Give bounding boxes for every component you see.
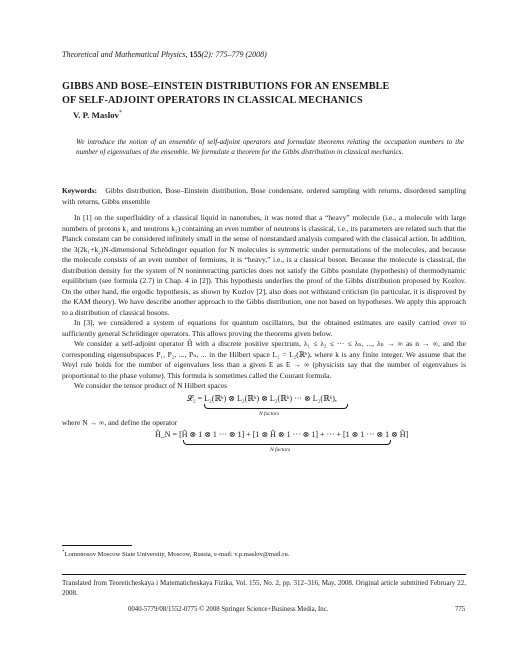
journal-name: Theoretical and Mathematical Physics, — [62, 50, 188, 59]
keywords — [62, 186, 466, 207]
footnote — [62, 550, 289, 558]
author — [73, 110, 122, 120]
underbrace-2-label: N factors — [270, 447, 291, 453]
title-line-1: GIBBS AND BOSE–EINSTEIN DISTRIBUTIONS FOR AN ENSEMBLE — [62, 81, 390, 92]
author-footnote-mark: * — [118, 110, 122, 117]
paragraph-5: where N → ∞, and define the operator — [62, 417, 178, 427]
translation-note: Translated from Teoreticheskaya i Matematicheskaya Fizika, Vol. 155, No. 2, pp. 312–316, May, 2008. Original article submitted February 22, 2008. — [62, 579, 466, 597]
equation-1: 𝓛₂ = L₂(ℝᵏ) ⊗ L₂(ℝᵏ) ⊗ L₂(ℝᵏ) ··· ⊗ L₂(ℝᵏ), — [187, 393, 337, 403]
paper-title — [62, 80, 462, 108]
footnote-text: Lomonosov Moscow State University, Moscow, Russia, e-mail: v.p.maslov@mail.ru. — [64, 551, 290, 559]
keywords-label: Keywords: — [62, 186, 97, 195]
body-text — [62, 213, 466, 454]
journal-issue-pages: (2): 775–779 (2008) — [201, 50, 267, 59]
abstract: We introduce the notion of an ensemble of self-adjoint operators and formulate theorems relating the occupation numbers to the number of eigenvalues of the ensemble. We formulate a theorem for the Gibbs distribution in classical mechanics. — [76, 138, 464, 157]
underbrace-1-label: N factors — [259, 410, 280, 417]
title-line-2: OF SELF-ADJOINT OPERATORS IN CLASSICAL MECHANICS — [62, 95, 363, 106]
keywords-text: Gibbs distribution, Bose–Einstein distribution, Bose condensate, ordered sampling with returns, disordered sampling with returns, Gibbs ensemble — [62, 186, 467, 206]
paragraph-1: In [1] on the superfluidity of a classical liquid in nanotubes, it was noted that a “heavy” molecule (i.e., a molecule with large numbers of protons k₁ and neutrons k₂) containing an even number of neutrons is classical, i.e., its parameters are related such that the Planck constant can be considered infinitely small in the sense of nonstandard analysis compared with the classical action. In addition, the 3(2k₁+k₂)N-dimensional Schrödinger equation for N molecules is symmetric under permutations of the molecules, and because the molecule consists of an even number of fermions, it is “heavy,” i.e., is a classical boson. Because the molecule is classical, the distribution density for the system of N noninteracting particles does not satisfy the Gibbs postulate (hypothesis) of thermodynamic equilibrium (see formula (2.7) in Chap. 4 in [2]). This hypothesis underlies the proof of the Gibbs distribution proposed by Kozlov. On the other hand, the ergodic hypothesis, as shown by Kozlov [2], also does not withstand criticism (in particular, it is disproved by the KAM theory). We have describe another approach to the Gibbs distribution, one not based on hypotheses. We apply this approach to a distribution of classical bosons. — [62, 213, 466, 317]
copyright-line: 0040-5779/08/1552-0775 © 2008 Springer Science+Business Media, Inc. — [128, 606, 329, 613]
paragraph-2: In [3], we considered a system of equations for quantum oscillators, but the obtained estimates are easily carried over to sufficiently general Schrödinger operators. This allows proving the theorems given below. — [62, 318, 466, 338]
paragraph-3: We consider a self-adjoint operator Ĥ with a discrete positive spectrum, λ₁ ≤ λ₂ ≤ ··· ≤ λₙ, ..., λₙ → ∞ as n → ∞, and the corresponding eigensubspaces P₁, P₂, ..., Pₙ, ... in the Hilbert space L₂ = L₂(ℝᵏ), where k is any finite integer. We assume that the Weyl rule holds for the number of eigenvalues less than a given E as E → ∞ (physicists say that the number of eigenvalues is proportional to the phase volume). This formula is sometimes called the Courant formula. — [62, 339, 466, 380]
author-name: V. P. Maslov — [73, 110, 119, 120]
paragraph-4: We consider the tensor product of N Hilbert spaces — [74, 381, 228, 390]
translation-rule — [62, 574, 466, 575]
footnote-mark: * — [62, 550, 65, 555]
equation-operator — [62, 428, 466, 454]
page-number: 775 — [455, 606, 466, 613]
footnote-rule — [62, 545, 132, 546]
journal-header — [62, 50, 267, 59]
journal-volume: 155 — [189, 50, 202, 59]
equation-tensor-product — [62, 392, 466, 418]
equation-2: Ĥ_N = [Ĥ ⊗ 1 ⊗ 1 ··· ⊗ 1] + [1 ⊗ Ĥ ⊗ 1 ··· ⊗ 1] + ··· + [1 ⊗ 1 ··· ⊗ 1 ⊗ Ĥ] — [155, 430, 409, 439]
